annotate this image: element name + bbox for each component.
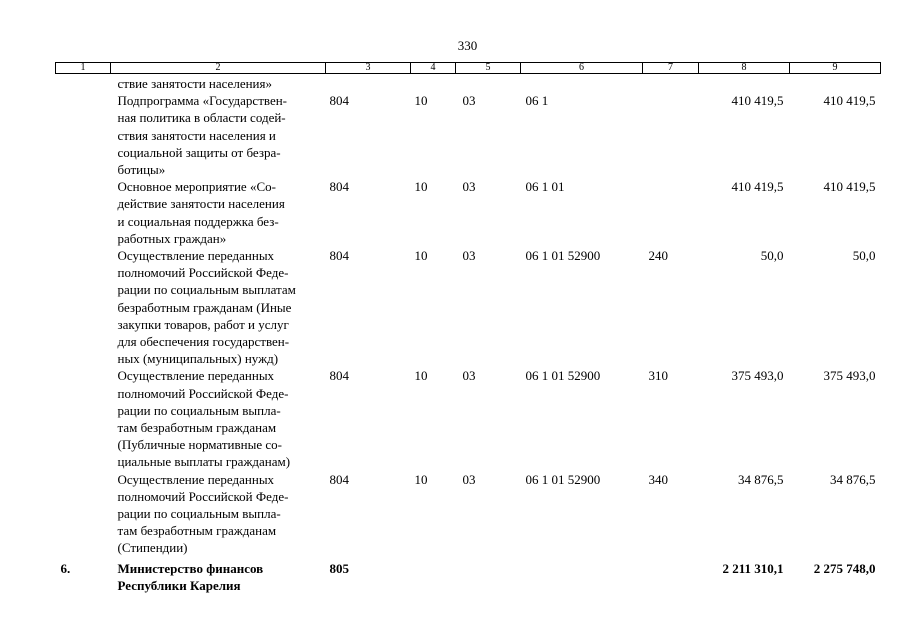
subsection-code: 03 [462,93,476,109]
expense-type-code: 240 [648,248,668,264]
row-name-line: работных граждан» [117,230,227,246]
target-article-code: 06 1 01 52900 [525,248,601,264]
target-article-code: 06 1 01 52900 [525,368,601,384]
section-code [411,74,456,93]
row-name-line: полномочий Российской Феде- [117,265,289,281]
budget-table [55,62,881,594]
amount-year-1: 34 876,5 [738,471,784,487]
row-name-line: социальной защиты от безра- [117,144,281,160]
subsection-code: 03 [462,179,476,195]
amount-year-1: 410 419,5 [731,179,784,195]
row-name-line: полномочий Российской Феде- [117,385,289,401]
row-name-line: циальные выплаты гражданам) [117,454,291,470]
expense-type-code [643,557,699,594]
amount-year-2: 50,0 [852,248,876,264]
row-name-line: Министерство финансов [117,560,264,576]
amount-year-1: 50,0 [760,248,784,264]
row-name-line: Осуществление переданных [117,471,275,487]
row-name-line: ствия занятости населения и [117,127,276,143]
table-row [56,74,881,93]
amount-year-2: 2 275 748,0 [813,560,876,576]
table-row [56,367,881,470]
section-code: 10 [414,179,428,195]
section-code: 10 [414,368,428,384]
row-name-line: ботицы» [117,162,166,178]
amount-year-2: 34 876,5 [830,471,876,487]
row-name-line: рации по социальным выплатам [117,282,296,298]
subsection-code [456,74,521,93]
expense-type-code [643,74,699,93]
table-row [56,92,881,178]
table-row [56,471,881,557]
row-name-line: Республики Карелия [117,577,241,593]
row-index [56,178,111,247]
row-name [111,74,326,93]
section-code: 10 [414,471,428,487]
amount-year-1: 375 493,0 [731,368,784,384]
amount-year-2: 375 493,0 [823,368,876,384]
ministry-code: 804 [329,471,349,487]
row-index [56,247,111,367]
row-name [111,471,326,557]
expense-type-code: 310 [648,368,668,384]
header-row [56,63,881,74]
expense-type-code [643,178,699,247]
table-row [56,247,881,367]
section-code: 10 [414,248,428,264]
row-name-line: полномочий Российской Феде- [117,488,289,504]
amount-year-1 [699,74,790,93]
row-name-line: закупки товаров, работ и услуг [117,316,289,332]
ministry-code: 804 [329,248,349,264]
section-code: 10 [414,93,428,109]
row-name-line: действие занятости населения [117,196,285,212]
row-name-line: Основное мероприятие «Со- [117,179,276,195]
target-article-code [521,74,643,93]
row-name-line: Осуществление переданных [117,368,275,384]
row-name-line: ствие занятости населения» [117,76,272,91]
column-header: 5 [456,63,521,74]
row-name [111,557,326,594]
row-name-line: там безработным гражданам [117,523,277,539]
column-header: 8 [699,63,790,74]
row-name-line: там безработным гражданам [117,420,277,436]
column-header: 4 [411,63,456,74]
table-row-ministry [56,557,881,594]
column-header: 1 [56,63,111,74]
subsection-code: 03 [462,248,476,264]
row-name-line: ных (муниципальных) нужд) [117,351,279,367]
subsection-code: 03 [462,471,476,487]
row-name [111,247,326,367]
target-article-code: 06 1 01 [525,179,565,195]
row-index [56,471,111,557]
row-name-line: ная политика в области содей- [117,110,286,126]
subsection-code: 03 [462,368,476,384]
expense-type-code [643,92,699,178]
amount-year-2: 410 419,5 [823,93,876,109]
amount-year-1: 410 419,5 [731,93,784,109]
row-name [111,367,326,470]
row-name-line: рации по социальным выпла- [117,402,281,418]
row-name-line: Осуществление переданных [117,248,275,264]
row-name [111,92,326,178]
ministry-code: 804 [329,368,349,384]
ministry-code: 804 [329,93,349,109]
row-name [111,178,326,247]
row-name-line: и социальная поддержка без- [117,213,279,229]
page-number: 330 [457,38,478,53]
row-index [56,92,111,178]
row-index: 6. [60,560,71,576]
expense-type-code: 340 [648,471,668,487]
column-header: 2 [111,63,326,74]
ministry-code [326,74,411,93]
amount-year-2: 410 419,5 [823,179,876,195]
table-body [56,74,881,595]
amount-year-1: 2 211 310,1 [722,560,784,576]
section-code [411,557,456,594]
row-name-line: безработным гражданам (Иные [117,299,292,315]
row-index [56,367,111,470]
ministry-code: 805 [329,560,349,576]
table-row [56,178,881,247]
row-index [56,74,111,93]
row-name-line: рации по социальным выпла- [117,506,281,522]
column-numbers-header [56,63,881,74]
column-header: 9 [790,63,881,74]
target-article-code: 06 1 01 52900 [525,471,601,487]
subsection-code [456,557,521,594]
row-name-line: (Публичные нормативные со- [117,437,282,453]
column-header: 6 [521,63,643,74]
target-article-code: 06 1 [525,93,549,109]
row-name-line: для обеспечения государствен- [117,334,290,350]
amount-year-2 [790,74,881,93]
row-name-line: Подпрограмма «Государствен- [117,93,288,109]
row-name-line: (Стипендии) [117,540,188,556]
ministry-code: 804 [329,179,349,195]
column-header: 3 [326,63,411,74]
column-header: 7 [643,63,699,74]
target-article-code [521,557,643,594]
